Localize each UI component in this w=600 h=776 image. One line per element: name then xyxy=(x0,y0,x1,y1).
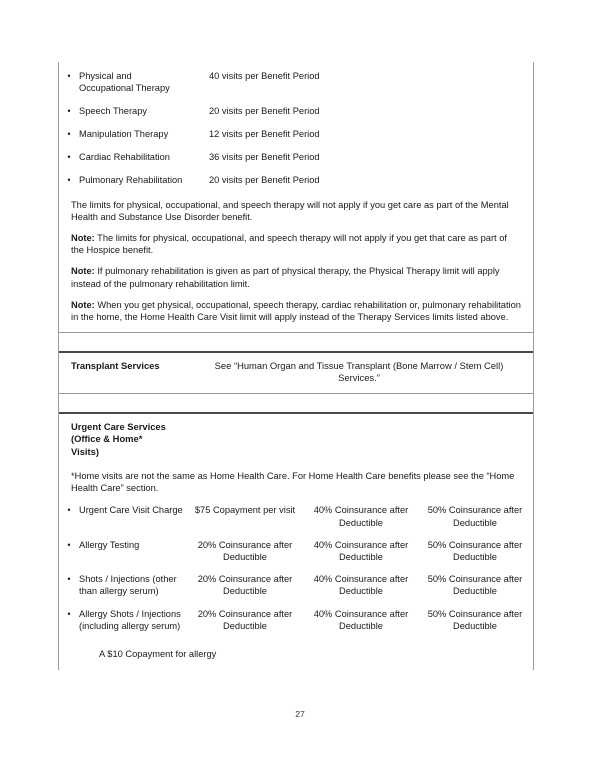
therapy-notes-section xyxy=(59,195,533,333)
therapy-item-value: 40 visits per Benefit Period xyxy=(209,71,320,81)
note-lead-label: Note: xyxy=(71,299,95,310)
note-text: The limits for physical, occupational, and speech therapy will not apply if you get that care as part of the Hospice benefit. xyxy=(71,232,507,256)
bullet-icon: • xyxy=(67,505,71,516)
urgent-care-cell-tier3: 50% Coinsurance after Deductible xyxy=(427,539,523,563)
table-row xyxy=(59,151,533,163)
transplant-services-label: Transplant Services xyxy=(71,360,160,372)
urgent-care-item-label: Shots / Injections (other than allergy serum) xyxy=(79,574,177,597)
note-lead-label: Note: xyxy=(71,232,95,243)
bullet-icon: • xyxy=(67,539,71,550)
note-lead-label: Note: xyxy=(71,266,95,277)
urgent-care-cell-tier1: 20% Coinsurance after Deductible xyxy=(197,608,293,631)
urgent-care-item-label: Allergy Testing xyxy=(79,539,140,550)
therapy-limits-section xyxy=(59,62,533,195)
page-number: 27 xyxy=(295,709,305,719)
urgent-care-cell-tier2: 40% Coinsurance after Deductible xyxy=(313,505,409,528)
urgent-care-heading xyxy=(59,414,533,463)
therapy-item-label: Manipulation Therapy xyxy=(79,129,169,140)
urgent-care-heading-line-3: Visits) xyxy=(71,445,99,457)
urgent-care-cell-tier1: $75 Copayment per visit xyxy=(194,505,296,516)
urgent-care-heading-line-2: (Office & Home* xyxy=(71,433,143,445)
empty-spacer-row xyxy=(59,333,533,351)
table-row xyxy=(59,174,533,186)
empty-spacer-row xyxy=(59,394,533,412)
note-paragraph xyxy=(71,232,521,256)
urgent-care-cell-tier2: 40% Coinsurance after Deductible xyxy=(313,608,409,631)
table-row xyxy=(59,504,533,528)
bullet-icon: • xyxy=(67,608,71,619)
therapy-item-label: Speech Therapy xyxy=(79,106,148,117)
therapy-item-label: Cardiac Rehabilitation xyxy=(79,152,170,163)
note-text: The limits for physical, occupational, and speech therapy will not apply if you get care as part of the Mental Health and Substance Use Disorder benefit. xyxy=(71,199,509,222)
urgent-care-cell-tier1: 20% Coinsurance after Deductible xyxy=(197,574,293,597)
urgent-care-item-label: Allergy Shots / Injections (including allergy serum) xyxy=(79,608,181,631)
bullet-icon: • xyxy=(67,106,71,117)
therapy-item-label: Physical and Occupational Therapy xyxy=(79,71,170,94)
urgent-care-trailer-text: A $10 Copayment for allergy xyxy=(99,649,217,660)
urgent-care-cell-tier3: 50% Coinsurance after Deductible xyxy=(427,505,523,528)
note-paragraph xyxy=(71,199,521,223)
bullet-icon: • xyxy=(67,175,71,186)
bullet-icon: • xyxy=(67,574,71,585)
therapy-item-value: 20 visits per Benefit Period xyxy=(209,106,320,117)
urgent-care-footnote: *Home visits are not the same as Home Health Care. For Home Health Care benefits please see the “Home Health Care” section. xyxy=(71,471,515,494)
table-row xyxy=(59,105,533,117)
table-row xyxy=(59,608,533,632)
urgent-care-cell-tier3: 50% Coinsurance after Deductible xyxy=(427,608,523,631)
urgent-care-cell-tier2: 40% Coinsurance after Deductible xyxy=(313,539,409,563)
bullet-icon: • xyxy=(67,129,71,140)
table-row xyxy=(59,128,533,140)
note-text: If pulmonary rehabilitation is given as part of physical therapy, the Physical Therapy limit will apply instead of the pulmonary rehabilitation limit. xyxy=(71,266,500,289)
table-row xyxy=(59,539,533,563)
urgent-care-cell-tier1: 20% Coinsurance after Deductible xyxy=(197,539,293,563)
urgent-care-rows xyxy=(59,498,533,670)
bullet-icon: • xyxy=(67,152,71,163)
note-text: When you get physical, occupational, speech therapy, cardiac rehabilitation or, pulmonary rehabilitation in the home, the Home Health Care Visit limit will apply instead of the Therapy Services limits listed above. xyxy=(71,299,521,322)
therapy-item-label: Pulmonary Rehabilitation xyxy=(79,175,183,186)
therapy-item-value: 20 visits per Benefit Period xyxy=(209,175,320,186)
table-row xyxy=(59,573,533,597)
note-paragraph xyxy=(71,299,521,323)
table-row xyxy=(59,70,533,94)
urgent-care-item-label: Urgent Care Visit Charge xyxy=(79,505,183,516)
urgent-care-cell-tier2: 40% Coinsurance after Deductible xyxy=(313,574,409,597)
transplant-services-row xyxy=(59,353,533,393)
benefits-table xyxy=(58,62,534,670)
urgent-care-heading-line-1: Urgent Care Services xyxy=(71,420,166,432)
urgent-care-section xyxy=(59,414,533,670)
therapy-item-value: 12 visits per Benefit Period xyxy=(209,129,320,140)
therapy-item-value: 36 visits per Benefit Period xyxy=(209,152,320,163)
bullet-icon: • xyxy=(67,71,71,81)
transplant-services-reference: See “Human Organ and Tissue Transplant (Bone Marrow / Stem Cell) Services.” xyxy=(214,360,504,384)
urgent-care-cell-tier3: 50% Coinsurance after Deductible xyxy=(427,574,523,597)
note-paragraph xyxy=(71,265,521,289)
